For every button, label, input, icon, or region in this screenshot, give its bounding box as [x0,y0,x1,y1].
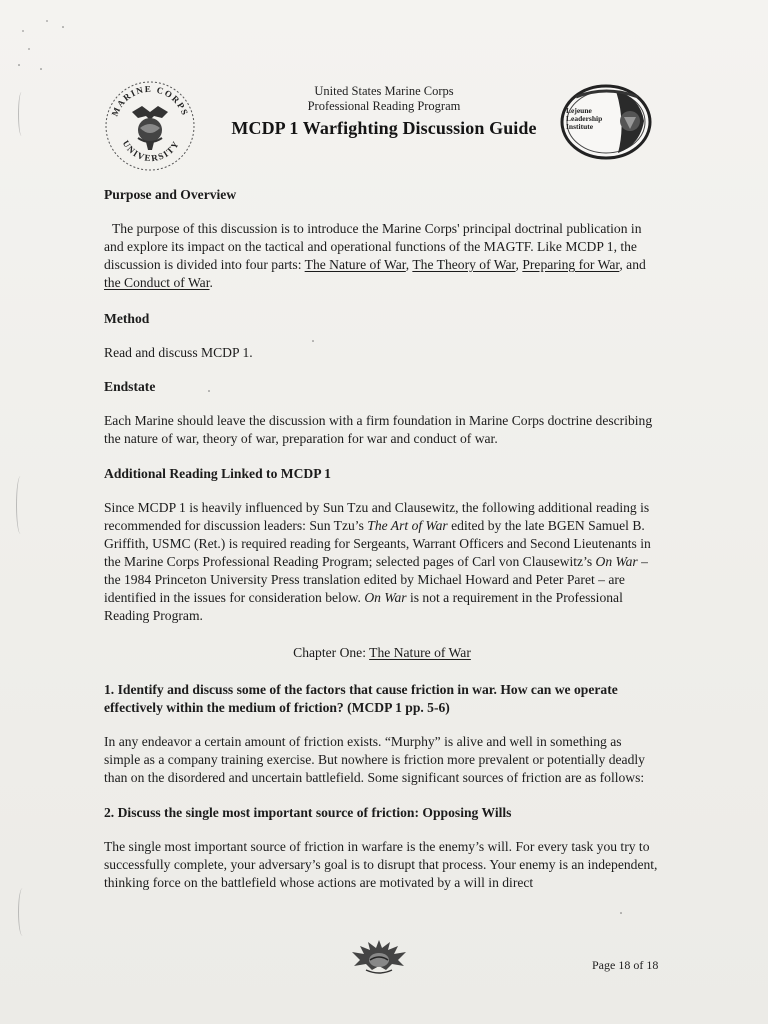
margin-mark [18,888,27,936]
section-heading-purpose: Purpose and Overview [104,187,237,202]
scan-speck [46,20,48,22]
section-heading-method: Method [104,311,150,326]
question-2-paragraph: The single most important source of friction in warfare is the enemy’s will. For every task you try to successfully complete, your adversary’s goal is to disrupt that process. Your enemy is an independent, thinking force on the battlefield whose actions are motivated by a will in direct [104,839,658,890]
purpose-text: The purpose of this discussion is to introduce the Marine Corps' principal doctrinal publication in and explore its impact on the tactical and operational functions of the MAGTF. Like MCDP 1, the discussion is divided into four parts: [104,221,642,272]
question-1-paragraph: In any endeavor a certain amount of friction exists. “Murphy” is alive and well in something as simple as a company training exercise. But nowhere is friction more prevalent or potentially deadly than on the disordered and uncertain battlefield. Some significant sources of friction are as follows: [104,734,645,785]
page-number: Page 18 of 18 [592,958,659,972]
additional-text-1: Since MCDP 1 is heavily influenced by Sun Tzu and Clausewitz, the following additional reading is recommended for discussion leaders: Sun Tzu’s [104,500,650,533]
scan-speck [28,48,30,50]
section-heading-endstate: Endstate [104,379,156,394]
question-2-heading: 2. Discuss the single most important source of friction: Opposing Wills [104,805,512,820]
book-art-of-war: The Art of War [367,518,448,533]
scan-speck [18,64,20,66]
org-line-2: Professional Reading Program [307,99,461,113]
footer-emblem [346,936,412,976]
chapter-title: The Nature of War [369,645,471,660]
scan-speck [62,26,64,28]
purpose-sep-2: , [515,257,523,272]
purpose-sep-3: , and [619,257,646,272]
part-nature-of-war: The Nature of War [304,257,406,272]
part-theory-of-war: The Theory of War [412,257,516,272]
book-on-war: On War [595,554,638,569]
part-preparing-for-war: Preparing for War [522,257,620,272]
additional-reading-paragraph [104,499,660,625]
part-conduct-of-war: the Conduct of War [104,275,210,290]
document-header [0,84,768,140]
chapter-heading [104,644,660,662]
chapter-prefix: Chapter One: [293,645,370,660]
right-seal-label: Lejeune Leadership Institute [566,106,603,131]
scan-speck [620,912,622,914]
purpose-sep-1: , [405,257,413,272]
purpose-end: . [209,275,213,290]
org-line-1: United States Marine Corps [314,84,454,98]
scan-speck [40,68,42,70]
additional-text-4: is not a requirement in the Professional Reading Program. [104,590,623,623]
document-title: MCDP 1 Warfighting Discussion Guide [231,118,537,138]
additional-text-2: edited by the late BGEN Samuel B. Griffith, USMC (Ret.) is required reading for Sergeants, Warrant Officers and Second Lieutenants in the Marine Corps Professional Reading Program; selected pages of Carl von Clausewitz’s [104,518,651,569]
endstate-paragraph: Each Marine should leave the discussion with a firm foundation in Marine Corps doctrine describing the nature of war, theory of war, preparation for war and conduct of war. [104,413,653,446]
document-body [104,186,660,892]
method-paragraph: Read and discuss MCDP 1. [104,345,253,360]
svg-text:UNIVERSITY: UNIVERSITY [120,138,182,164]
svg-text:MARINE CORPS: MARINE CORPS [109,83,191,118]
section-heading-additional-reading: Additional Reading Linked to MCDP 1 [104,466,331,481]
scan-speck [22,30,24,32]
margin-mark [16,476,25,534]
additional-text-3: – the 1984 Princeton University Press translation edited by Michael Howard and Peter Paret – are identified in the issues for consideration below. [104,554,648,605]
purpose-paragraph [104,220,660,292]
book-on-war-2: On War [364,590,407,605]
question-1-heading: 1. Identify and discuss some of the factors that cause friction in war. How can we operate effectively within the medium of friction? (MCDP 1 pp. 5-6) [104,682,618,715]
